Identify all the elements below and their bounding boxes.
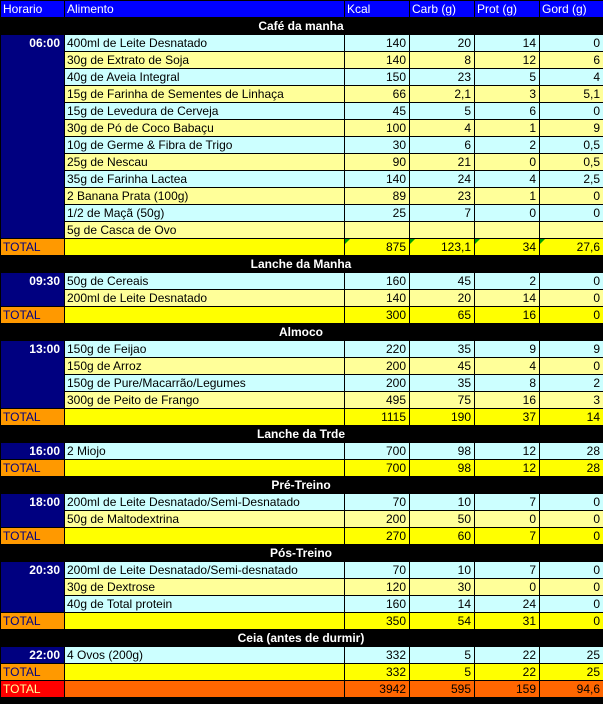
carb-cell[interactable]: 50	[410, 511, 475, 528]
total-spacer[interactable]	[65, 307, 345, 324]
total-gord[interactable]: 28	[540, 460, 603, 477]
section-title[interactable]: Pós-Treino	[1, 545, 603, 562]
gord-cell[interactable]: 2	[540, 375, 603, 392]
prot-cell[interactable]: 3	[475, 86, 540, 103]
carb-cell[interactable]: 30	[410, 579, 475, 596]
grand-total-row	[1, 681, 603, 698]
gord-cell[interactable]: 0	[540, 494, 603, 511]
meal-time[interactable]: 06:00	[1, 35, 65, 239]
food-row	[1, 494, 603, 511]
grand-total-carb[interactable]: 595	[410, 681, 475, 698]
carb-cell[interactable]: 98	[410, 443, 475, 460]
gord-cell[interactable]: 0,5	[540, 154, 603, 171]
carb-cell[interactable]: 21	[410, 154, 475, 171]
total-prot[interactable]: 31	[475, 613, 540, 630]
total-row	[1, 307, 603, 324]
kcal-cell[interactable]: 150	[345, 69, 410, 86]
carb-cell[interactable]: 23	[410, 69, 475, 86]
prot-cell[interactable]: 8	[475, 375, 540, 392]
header-gord[interactable]: Gord (g)	[540, 1, 603, 18]
prot-cell[interactable]: 2	[475, 137, 540, 154]
gord-cell[interactable]: 0,5	[540, 137, 603, 154]
kcal-cell[interactable]: 140	[345, 290, 410, 307]
gord-cell[interactable]: 0	[540, 188, 603, 205]
food-cell[interactable]: 30g de Pó de Coco Babaçu	[65, 120, 345, 137]
food-row	[1, 188, 603, 205]
gord-cell[interactable]: 4	[540, 69, 603, 86]
prot-cell[interactable]: 1	[475, 120, 540, 137]
total-row	[1, 409, 603, 426]
section-header	[1, 324, 603, 341]
kcal-cell[interactable]: 90	[345, 154, 410, 171]
header-row	[1, 1, 603, 18]
total-spacer[interactable]	[65, 664, 345, 681]
meal-time[interactable]: 18:00	[1, 494, 65, 528]
kcal-cell[interactable]: 25	[345, 205, 410, 222]
food-cell[interactable]: 150g de Arroz	[65, 358, 345, 375]
total-gord[interactable]: 0	[540, 528, 603, 545]
total-gord[interactable]: 0	[540, 307, 603, 324]
kcal-cell[interactable]: 70	[345, 494, 410, 511]
header-alimento[interactable]: Alimento	[65, 1, 345, 18]
food-cell[interactable]: 25g de Nescau	[65, 154, 345, 171]
total-row	[1, 239, 603, 256]
total-label[interactable]: TOTAL	[1, 239, 65, 256]
carb-cell[interactable]: 20	[410, 290, 475, 307]
food-row	[1, 120, 603, 137]
prot-cell[interactable]: 24	[475, 596, 540, 613]
prot-cell[interactable]: 0	[475, 205, 540, 222]
food-row	[1, 86, 603, 103]
grand-total-gord[interactable]: 94,6	[540, 681, 603, 698]
prot-cell[interactable]: 2	[475, 273, 540, 290]
total-row	[1, 460, 603, 477]
total-prot[interactable]: 12	[475, 460, 540, 477]
food-cell[interactable]: 10g de Germe & Fibra de Trigo	[65, 137, 345, 154]
section-header	[1, 18, 603, 35]
gord-cell[interactable]: 6	[540, 52, 603, 69]
food-cell[interactable]: 5g de Casca de Ovo	[65, 222, 345, 239]
carb-cell[interactable]: 2,1	[410, 86, 475, 103]
carb-cell[interactable]	[410, 222, 475, 239]
food-row	[1, 596, 603, 613]
total-prot[interactable]: 34	[475, 239, 540, 256]
kcal-cell[interactable]: 89	[345, 188, 410, 205]
section-title[interactable]: Ceia (antes de durmir)	[1, 630, 603, 647]
total-carb[interactable]: 123,1	[410, 239, 475, 256]
total-row	[1, 613, 603, 630]
total-carb[interactable]: 60	[410, 528, 475, 545]
prot-cell[interactable]: 4	[475, 171, 540, 188]
food-row	[1, 103, 603, 120]
food-cell[interactable]: 15g de Farinha de Sementes de Linhaça	[65, 86, 345, 103]
food-row	[1, 52, 603, 69]
prot-cell[interactable]: 4	[475, 358, 540, 375]
total-kcal[interactable]: 700	[345, 460, 410, 477]
kcal-cell[interactable]	[345, 222, 410, 239]
gord-cell[interactable]: 25	[540, 647, 603, 664]
total-spacer[interactable]	[65, 409, 345, 426]
food-row	[1, 35, 603, 52]
total-kcal[interactable]: 270	[345, 528, 410, 545]
meal-time[interactable]: 09:30	[1, 273, 65, 307]
gord-cell[interactable]: 0	[540, 562, 603, 579]
total-kcal[interactable]: 350	[345, 613, 410, 630]
food-cell[interactable]: 2 Banana Prata (100g)	[65, 188, 345, 205]
gord-cell[interactable]: 0	[540, 596, 603, 613]
carb-cell[interactable]: 24	[410, 171, 475, 188]
carb-cell[interactable]: 45	[410, 273, 475, 290]
total-label[interactable]: TOTAL	[1, 307, 65, 324]
kcal-cell[interactable]: 70	[345, 562, 410, 579]
section-title[interactable]: Lanche da Trde	[1, 426, 603, 443]
total-label[interactable]: TOTAL	[1, 664, 65, 681]
food-cell[interactable]: 30g de Extrato de Soja	[65, 52, 345, 69]
food-cell[interactable]: 50g de Cereais	[65, 273, 345, 290]
carb-cell[interactable]: 35	[410, 341, 475, 358]
food-row	[1, 154, 603, 171]
total-spacer[interactable]	[65, 239, 345, 256]
food-cell[interactable]: 35g de Farinha Lactea	[65, 171, 345, 188]
gord-cell[interactable]: 5,1	[540, 86, 603, 103]
total-prot[interactable]: 7	[475, 528, 540, 545]
prot-cell[interactable]: 0	[475, 511, 540, 528]
section-title[interactable]: Café da manha	[1, 18, 603, 35]
total-carb[interactable]: 5	[410, 664, 475, 681]
total-carb[interactable]: 65	[410, 307, 475, 324]
carb-cell[interactable]: 35	[410, 375, 475, 392]
gord-cell[interactable]: 2,5	[540, 171, 603, 188]
carb-cell[interactable]: 4	[410, 120, 475, 137]
gord-cell[interactable]: 0	[540, 205, 603, 222]
gord-cell[interactable]: 0	[540, 358, 603, 375]
food-row	[1, 562, 603, 579]
total-label[interactable]: TOTAL	[1, 613, 65, 630]
food-row	[1, 647, 603, 664]
meal-time[interactable]: 13:00	[1, 341, 65, 409]
prot-cell[interactable]: 0	[475, 579, 540, 596]
prot-cell[interactable]: 12	[475, 443, 540, 460]
food-row	[1, 171, 603, 188]
gord-cell[interactable]: 0	[540, 273, 603, 290]
carb-cell[interactable]: 14	[410, 596, 475, 613]
food-cell[interactable]: 50g de Maltodextrina	[65, 511, 345, 528]
prot-cell[interactable]: 7	[475, 562, 540, 579]
total-label[interactable]: TOTAL	[1, 409, 65, 426]
food-row	[1, 341, 603, 358]
kcal-cell[interactable]: 140	[345, 35, 410, 52]
prot-cell[interactable]: 5	[475, 69, 540, 86]
total-kcal[interactable]: 300	[345, 307, 410, 324]
gord-cell[interactable]: 0	[540, 579, 603, 596]
food-cell[interactable]: 40g de Aveia Integral	[65, 69, 345, 86]
header-horario[interactable]: Horario	[1, 1, 65, 18]
food-row	[1, 290, 603, 307]
section-title[interactable]: Pré-Treino	[1, 477, 603, 494]
kcal-cell[interactable]: 700	[345, 443, 410, 460]
carb-cell[interactable]: 10	[410, 494, 475, 511]
gord-cell[interactable]: 0	[540, 103, 603, 120]
header-kcal[interactable]: Kcal	[345, 1, 410, 18]
total-label[interactable]: TOTAL	[1, 528, 65, 545]
carb-cell[interactable]: 7	[410, 205, 475, 222]
prot-cell[interactable]: 14	[475, 290, 540, 307]
total-label[interactable]: TOTAL	[1, 460, 65, 477]
carb-cell[interactable]: 6	[410, 137, 475, 154]
grand-total-prot[interactable]: 159	[475, 681, 540, 698]
gord-cell[interactable]	[540, 222, 603, 239]
gord-cell[interactable]: 28	[540, 443, 603, 460]
gord-cell[interactable]: 0	[540, 35, 603, 52]
kcal-cell[interactable]: 220	[345, 341, 410, 358]
total-spacer[interactable]	[65, 528, 345, 545]
food-cell[interactable]: 150g de Pure/Macarrão/Legumes	[65, 375, 345, 392]
prot-cell[interactable]: 1	[475, 188, 540, 205]
kcal-cell[interactable]: 30	[345, 137, 410, 154]
carb-cell[interactable]: 10	[410, 562, 475, 579]
meal-time[interactable]: 16:00	[1, 443, 65, 460]
food-row	[1, 222, 603, 239]
food-cell[interactable]: 300g de Peito de Frango	[65, 392, 345, 409]
food-cell[interactable]: 1/2 de Maçã (50g)	[65, 205, 345, 222]
kcal-cell[interactable]: 140	[345, 171, 410, 188]
food-cell[interactable]: 200ml de Leite Desnatado/Semi-desnatado	[65, 562, 345, 579]
grand-total-spacer[interactable]	[65, 681, 345, 698]
prot-cell[interactable]: 7	[475, 494, 540, 511]
food-cell[interactable]: 15g de Levedura de Cerveja	[65, 103, 345, 120]
meal-time[interactable]: 22:00	[1, 647, 65, 664]
food-row	[1, 273, 603, 290]
total-kcal[interactable]: 332	[345, 664, 410, 681]
section-header	[1, 630, 603, 647]
food-row	[1, 392, 603, 409]
total-gord[interactable]: 0	[540, 613, 603, 630]
kcal-cell[interactable]: 140	[345, 52, 410, 69]
section-header	[1, 256, 603, 273]
total-kcal[interactable]: 1115	[345, 409, 410, 426]
prot-cell[interactable]: 0	[475, 154, 540, 171]
prot-cell[interactable]: 12	[475, 52, 540, 69]
gord-cell[interactable]: 9	[540, 120, 603, 137]
prot-cell[interactable]: 22	[475, 647, 540, 664]
food-row	[1, 205, 603, 222]
prot-cell[interactable]: 6	[475, 103, 540, 120]
food-row	[1, 579, 603, 596]
food-cell[interactable]: 150g de Feijao	[65, 341, 345, 358]
prot-cell[interactable]	[475, 222, 540, 239]
kcal-cell[interactable]: 120	[345, 579, 410, 596]
food-cell[interactable]: 200ml de Leite Desnatado/Semi-Desnatado	[65, 494, 345, 511]
total-prot[interactable]: 37	[475, 409, 540, 426]
total-carb[interactable]: 54	[410, 613, 475, 630]
carb-cell[interactable]: 23	[410, 188, 475, 205]
food-row	[1, 511, 603, 528]
total-gord[interactable]: 14	[540, 409, 603, 426]
food-cell[interactable]: 200ml de Leite Desnatado	[65, 290, 345, 307]
total-carb[interactable]: 190	[410, 409, 475, 426]
prot-cell[interactable]: 14	[475, 35, 540, 52]
total-spacer[interactable]	[65, 460, 345, 477]
carb-cell[interactable]: 8	[410, 52, 475, 69]
gord-cell[interactable]: 0	[540, 290, 603, 307]
gord-cell[interactable]: 9	[540, 341, 603, 358]
kcal-cell[interactable]: 45	[345, 103, 410, 120]
total-gord[interactable]: 27,6	[540, 239, 603, 256]
kcal-cell[interactable]: 200	[345, 358, 410, 375]
food-row	[1, 443, 603, 460]
kcal-cell[interactable]: 495	[345, 392, 410, 409]
kcal-cell[interactable]: 100	[345, 120, 410, 137]
carb-cell[interactable]: 45	[410, 358, 475, 375]
carb-cell[interactable]: 75	[410, 392, 475, 409]
total-kcal[interactable]: 875	[345, 239, 410, 256]
kcal-cell[interactable]: 332	[345, 647, 410, 664]
food-row	[1, 69, 603, 86]
gord-cell[interactable]: 3	[540, 392, 603, 409]
section-header	[1, 545, 603, 562]
kcal-cell[interactable]: 200	[345, 375, 410, 392]
food-cell[interactable]: 4 Ovos (200g)	[65, 647, 345, 664]
total-prot[interactable]: 22	[475, 664, 540, 681]
gord-cell[interactable]: 0	[540, 511, 603, 528]
food-row	[1, 137, 603, 154]
total-row	[1, 528, 603, 545]
food-cell[interactable]: 400ml de Leite Desnatado	[65, 35, 345, 52]
carb-cell[interactable]: 20	[410, 35, 475, 52]
carb-cell[interactable]: 5	[410, 103, 475, 120]
section-title[interactable]: Almoco	[1, 324, 603, 341]
total-row	[1, 664, 603, 681]
kcal-cell[interactable]: 66	[345, 86, 410, 103]
grand-total-label[interactable]: TOTAL	[1, 681, 65, 698]
food-row	[1, 375, 603, 392]
food-cell[interactable]: 30g de Dextrose	[65, 579, 345, 596]
section-header	[1, 426, 603, 443]
header-carb[interactable]: Carb (g)	[410, 1, 475, 18]
total-gord[interactable]: 25	[540, 664, 603, 681]
meal-time[interactable]: 20:30	[1, 562, 65, 613]
grand-total-kcal[interactable]: 3942	[345, 681, 410, 698]
section-header	[1, 477, 603, 494]
kcal-cell[interactable]: 160	[345, 596, 410, 613]
total-spacer[interactable]	[65, 613, 345, 630]
header-prot[interactable]: Prot (g)	[475, 1, 540, 18]
food-cell[interactable]: 2 Miojo	[65, 443, 345, 460]
total-prot[interactable]: 16	[475, 307, 540, 324]
carb-cell[interactable]: 5	[410, 647, 475, 664]
food-row	[1, 358, 603, 375]
kcal-cell[interactable]: 160	[345, 273, 410, 290]
prot-cell[interactable]: 9	[475, 341, 540, 358]
prot-cell[interactable]: 16	[475, 392, 540, 409]
kcal-cell[interactable]: 200	[345, 511, 410, 528]
total-carb[interactable]: 98	[410, 460, 475, 477]
section-title[interactable]: Lanche da Manha	[1, 256, 603, 273]
food-cell[interactable]: 40g de Total protein	[65, 596, 345, 613]
